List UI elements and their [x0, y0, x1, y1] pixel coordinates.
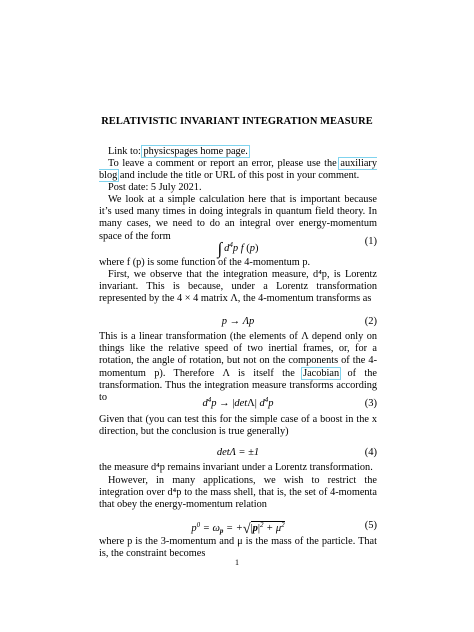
paragraph-text-before: This is a linear transformation (the elements of Λ depend only on things like the relative speed of two inertial frames, or, for a rotation, the angle of rotation, but not on the components of the 4-momentum p). Therefore Λ is itself the [99, 331, 377, 379]
home-page-link[interactable]: physicspages home page. [143, 146, 248, 157]
equation-4-expression: detΛ = ±1 [216, 447, 260, 458]
equation-3-expression: $d^4p \to |\det\Lambda|$ $d^4p$ [202, 396, 274, 409]
equation-5-expression: $p^0 = \omega_p = +√|p|^2 + \mu^2$ [191, 521, 285, 537]
equation-2-expression: p → Λp [221, 316, 255, 327]
comment-paragraph [99, 158, 377, 182]
post-date: Post date: 5 July 2021. [108, 182, 202, 193]
link-prefix: Link to: [108, 146, 144, 157]
link-line [99, 146, 377, 158]
linear-transformation-paragraph [99, 331, 377, 404]
jacobian-link[interactable]: Jacobian [303, 367, 340, 379]
paragraph-text-after: of the transformation. Thus the integration measure transforms according to [99, 367, 377, 404]
boost-paragraph: Given that (you can test this for the simple case of a boost in the x direction, but the conclusion is true generally) [99, 414, 377, 438]
equation-1-expression: ∫ $d^4p$ f (p) [217, 239, 259, 258]
mass-shell-paragraph: However, in many applications, we wish to restrict the integration over d⁴p to the mass shell, that is, the set of 4-momenta that obey the energy-momentum relation [99, 475, 377, 511]
page-title: RELATIVISTIC INVARIANT INTEGRATION MEASURE [101, 116, 373, 127]
intro-paragraph: We look at a simple calculation here that is important because it’s used many times in doing integrals in quantum field theory. In many cases, we need to do an integral over energy-momentum space of the form [99, 194, 377, 242]
constraint-paragraph: where p is the 3-momentum and μ is the mass of the particle. That is, the constraint becomes [99, 536, 377, 560]
auxiliary-blog-link[interactable]: auxiliary blog [99, 158, 377, 182]
equation-1 [99, 236, 377, 258]
comment-text-before: To leave a comment or report an error, please use the [108, 158, 341, 169]
equation-1-number: (1) [364, 236, 377, 247]
equation-4-number: (4) [364, 447, 377, 458]
measure-invariance: the measure d⁴p remains invariant under a Lorentz transformation. [99, 462, 373, 473]
page-number: 1 [235, 558, 239, 567]
equation-3-number: (3) [364, 398, 377, 409]
equation-2-number: (2) [364, 316, 377, 327]
equation-5-number: (5) [364, 520, 377, 531]
invariance-paragraph: First, we observe that the integration measure, d⁴p, is Lorentz invariant. This is because, under a Lorentz transformation represented by the 4 × 4 matrix Λ, the 4-momentum transforms as [99, 269, 377, 305]
function-description: where f (p) is some function of the 4-momentum p. [99, 257, 311, 268]
comment-text-after: and include the title or URL of this post in your comment. [117, 170, 360, 182]
